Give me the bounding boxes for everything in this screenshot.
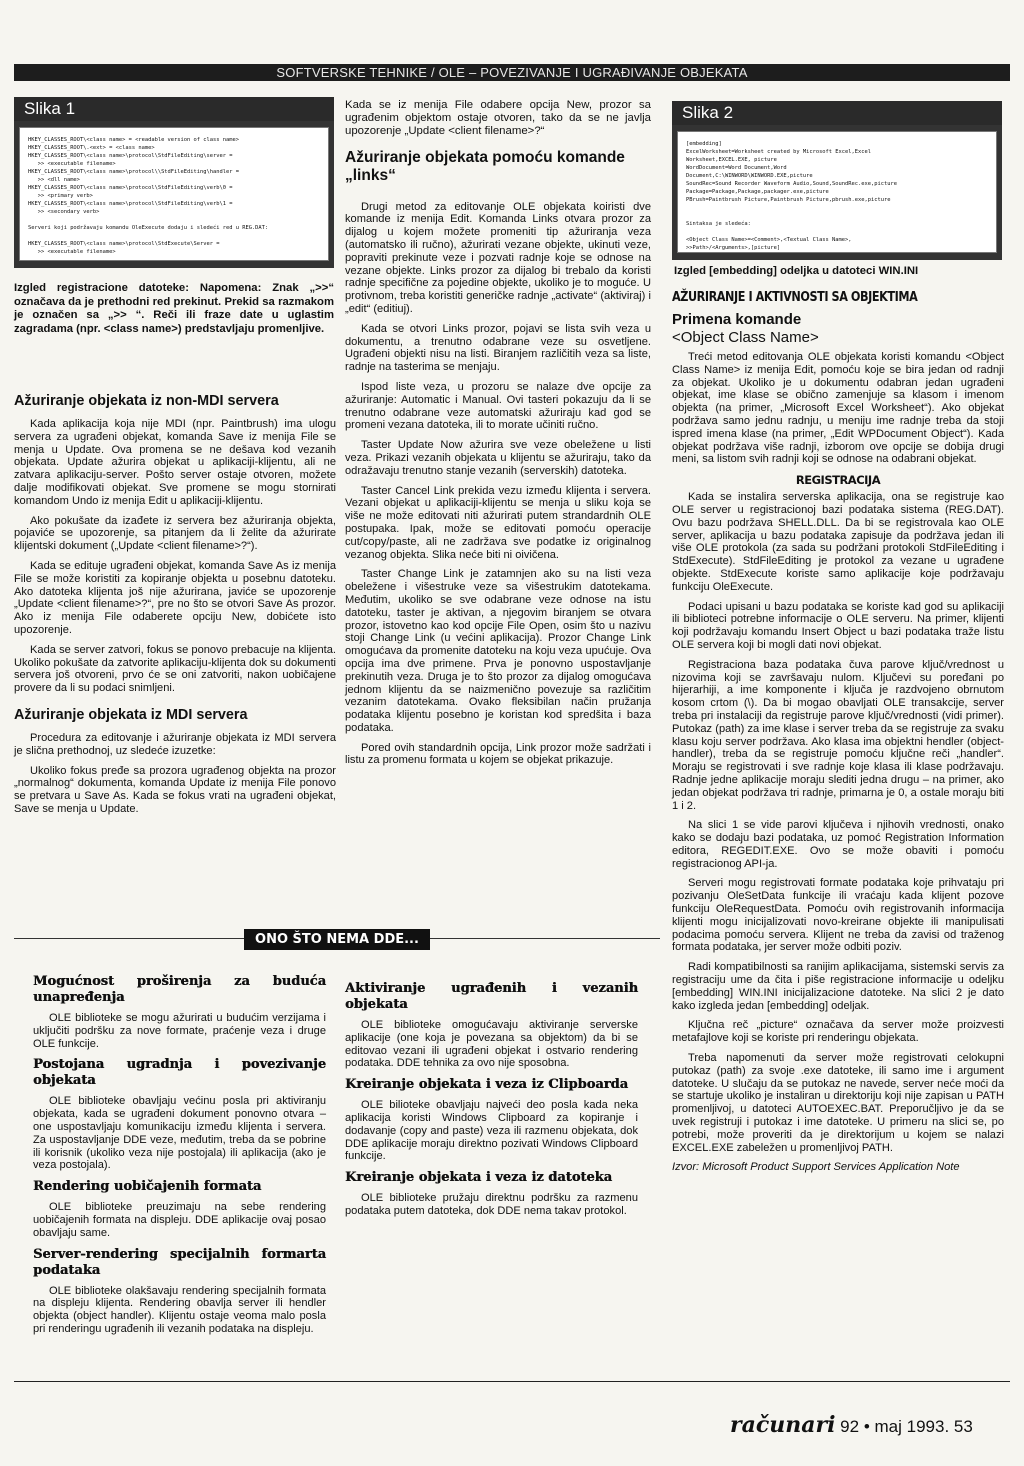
paragraph: Ukoliko fokus pređe sa prozora ugrađenog objekta na prozor „normalnog“ dokumenta, komanda Update iz menija File ponovo se pretvara u Save As. Kada se fokus vrati na ugrađeni objekat, Save se menja u Update. [14,764,336,815]
footer [730,1412,973,1438]
heading-links: Ažuriranje objekata pomoću komande „links“ [345,148,625,184]
column-3 [672,290,1004,1181]
paragraph: Taster Cancel Link prekida vezu između klijenta i servera. Vezani objekat u aplikaciji-klijentu se menja u sliku koja se više ne može editovati niti ažurirati putem strandardnih OLE postupaka. Ipak, može se editovati pomoću operacije cut/copy/paste, ali ne zadržava sve podatke iz originalnog vezanog objekta. Slika neće biti ni oivičena. [345,484,651,561]
subheading-primena: Primena komande [672,311,802,328]
paragraph: OLE biblioteke obavljaju većinu posla pri aktiviranju objekata, kada se ugrađeni dokument ponovno otvara – one uspostavljaju komunikaciju između klijenta i servera. Za uspostavljanje DDE veze, međutim, treba da se pobrine ili korisnik (ukoliko veza nije postojala) ili aplikacija (ako je veza postojala). [33,1095,326,1172]
box-heading: Kreiranje objekata i veza iz datoteka [345,1170,613,1186]
paragraph: Podaci upisani u bazu podataka se koriste kad god su aplikaciji ili biblioteci potrebne informacije o OLE serveru. Na primer, klijenti koji podržavaju komandu Insert Object u bazi podataka traže listu OLE servera koji bi mogli dati novi objekat. [672,600,1004,651]
paragraph: Na slici 1 se vide parovi ključeva i njihovih vrednosti, onako kako se dodaju bazi podataka, uz pomoć Registration Information editora, REGEDIT.EXE. Ovo se može obaviti i pomoću registracionog API-ja. [672,819,1004,870]
figure-2-title: Slika 2 [672,101,1002,125]
source-note: Izvor: Microsoft Product Support Services Application Note [672,1161,960,1174]
box-column-left [33,968,326,1343]
section-header-bar: SOFTVERSKE TEHNIKE / OLE – POVEZIVANJE I UGRAĐIVANJE OBJEKATA [14,64,1010,81]
figure-2 [672,101,1002,260]
heading-registracija: REGISTRACIJA [795,473,881,488]
paragraph: Kada se iz menija File odabere opcija New, prozor sa ugrađenim objektom ostaje otvoren, tako da se ne javlja upozorenje „Update <client filename>?“ [345,99,651,138]
figure-1-code: HKEY_CLASSES_ROOT\<class name> = <readable version of class name> HKEY_CLASSES_ROOT\.<ext> = <class name> HKEY_CLASSES_ROOT\<class name>\protocol\StdFileEditing\server = >> <executable filename> HKEY_CLASSES_ROOT\<class name>\protocol\\StdFileEditing\handler = >> <dll name> HKEY_CLASSES_ROOT\<class name>\protocol\StdFileEditing\verb\0 = >> <primary verb> HKEY_CLASSES_ROOT\<class name>\protocol\StdFileEditing\verb\1 = >> <secondary verb> Serveri koji podržavaju komandu OleExecute dodaju i sledeći red u REG.DAT: HKEY_CLASSES_ROOT\<class name>\protocol\StdExecute\Server = >> <executable filename> [19,127,329,261]
paragraph: Ispod liste veza, u prozoru se nalaze dve opcije za ažuriranje: Automatic i Manual. Ovi tasteri pokazuju da li se trenutno odabrane veze automatski ažuriraju kad god se promeni vezana datoteka, ili to morate učiniti ručno. [345,380,651,432]
paragraph: Kada se instalira serverska aplikacija, ona se registruje kao OLE server u registracionoj bazi podataka sistema (REG.DAT). Ovu bazu podržava SHELL.DLL. Da bi se registrovala kao OLE server, aplikacija u bazu podataka zapisuje da podržava jedan ili više OLE protokola (za sada su podržani protokoli StdFileEditing i StdExecute). StdFileEditing je protokol za vezane u ugrađene objekte. StdExecute koriste samo aplikacije koje podržavaju funkciju OleExecute. [672,491,1004,593]
box-heading: Kreiranje objekata i veza iz Clipboarda [345,1077,629,1093]
paragraph: Kada se otvori Links prozor, pojavi se lista svih veza u dokumentu, a trenutno odabrane veze su osvetljene. Ugrađeni objekti nisu na listi. Biranjem različitih veza sa liste, radnje na tasterima se menjaju. [345,322,651,374]
box-heading: Rendering uobičajenih formata [33,1179,262,1195]
paragraph: OLE biblioteke preuzimaju na sebe rendering uobičajenih formata na displeju. DDE aplikacije ovaj posao obavljaju same. [33,1201,326,1239]
paragraph: Radi kompatibilnosti sa ranijim aplikacijama, sistemski servis za registraciju ume da čita i piše registracione informacije u odeljku [embedding] WIN.INI inicijalizacione datoteke. Na slici 2 je dato kako izgleda jedan [embedding] odeljak. [672,961,1004,1012]
paragraph: Serveri mogu registrovati formate podataka koje prihvataju pri pozivanju OleSetData funkcije ili vraćaju kada klijent pozove funkciju OleRequestData. Pomoću ovih registrovanih informacija klijenti mogu inicijalizovati novo-kreirane objekte ili manipulisati podacima pomoću servera. Klijent ne treba da zavisi od traženog formata podataka, jer server može odbiti poziv. [672,877,1004,954]
paragraph: Drugi metod za editovanje OLE objekata koiristi dve komande iz menija Edit. Komanda Links otvara prozor za dijalog u kojem možete promeniti tip ažuriranja veza (automatsko ili ručno), ažurirati vezane objekte, ukinuti veze, popraviti prekinute veze i pozvati radnje koje se odnose na vezane objekte. Links prozor za dijalog bi trebalo da koristi radnje specifične za pojedine objekte, ukoliko je to moguće. U protivnom, treba koristiti generičke radnje „activate“ (aktiviraj) i „edit“ (editiuj). [345,200,651,315]
paragraph: OLE biblioteke olakšavaju rendering specijalnih formata na displeju klijenta. Rendering obavlja server ili hendler objekta (object handler). Klijentu ostaje veoma malo posla pri renderingu ugrađenih ili vezanih podataka na displeju. [33,1284,326,1335]
box-column-right [345,975,638,1225]
footer-bullet: • [863,1417,870,1436]
paragraph: OLE biblioteke omogućavaju aktiviranje serverske aplikacije (one koja je povezana sa objektom) da bi se editovao vezani ili ugrađeni objekat i ostvario rendering podataka. DDE tehnika za ovo nije sposobna. [345,1019,638,1070]
paragraph: Treći metod editovanja OLE objekata koristi komandu <Object Class Name> iz menija Edit, pomoću koje se bira jedan od radnji za objekat. Ukoliko je u dokumentu odabran jedan ugrađeni objekat, ime klase se obično zamenjuje sa klasom i imenom objekta (na primer, „Microsoft Excel Worksheet“). Ako objekat podržava samo jednu radnju, u meniju ime radnje treba da stoji ispred imena klase (na primer, „Edit WPDocument Object“). Kada objekat podržava više radnji, izborom ove opcije se dobija drugi meni, sa listom svih radnji koji se odnose na odabrani objekat. [672,351,1004,466]
paragraph: Procedura za editovanje i ažuriranje objekata iz MDI servera je slična prethodnoj, uz sledeće izuzetke: [14,731,336,757]
issue-number: 92 [840,1417,860,1436]
paragraph: OLE biblioteke se mogu ažurirati u budućim verzijama i uključiti podršku za nove formate, praćenje veza i druge OLE funkcije. [33,1012,326,1050]
section-title-caps: AŽURIRANJE I AKTIVNOSTI SA OBJEKTIMA [672,290,918,305]
paragraph: Pored ovih standardnih opcija, Link prozor može sadržati i listu za promenu formata u kojem se objekat prikazuje. [345,741,651,767]
figure-1-title: Slika 1 [14,97,334,121]
footer-rule [14,1381,1010,1382]
paragraph: Taster Change Link je zatamnjen ako su na listi veza obeležene i višestruke veze sa višestrukim datotekama. Međutim, ukoliko se sve odabrane veze odnose na istu datoteku, taster je aktivan, a njegovim biranjem se otvara prozor, istovetno kao kod opcije File Open, osim što u nazivu stoji Change Link (u većini aplikacija). Prozor Change Link omogućava da promenite datoteku na koju veza upućuje. Ova opcija ima dve primene. Prva je ponovno uspostavljanje prekinutih veza. Druga je to što prozor za dijalog omogućava jednom klijentu da se naizmenično povezuje sa različitim vezanim datotekama. Ovako fleksibilan način pružanja podataka klijentu posebno je koristan kod spredšita i baza podataka. [345,568,651,734]
paragraph: Kada aplikacija koja nije MDI (npr. Paintbrush) ima ulogu servera za ugrađeni objekat, komanda Save iz menija File se menja u Update. Ova promena se ne dešava kod vezanih objekata. Update ažurira objekat u aplikaciji-klijentu, ali ne zatvara aplikaciju-server. Pošto server ostaje otvoren, možete dalje modifikovati objekat. Sve promene se mogu stornirati komandom Undo iz menija Edit u aplikaciji-klijentu. [14,418,336,507]
box-heading: Aktiviranje ugrađenih i vezanih objekata [345,981,638,1012]
paragraph: Kada se edituje ugrađeni objekat, komanda Save As iz menija File se može koristiti za kopiranje objekta u posebnu datoteku. Ako datoteka klijenta još nije ažurirana, javiće se upozorenje „Update <client filename>?“, pre no što se otvori Save As prozor. Ako iz menija File odaberete opciju New, dobićete isto upozorenje. [14,559,336,636]
paragraph: Kada se server zatvori, fokus se ponovo prebacuje na klijenta. Ukoliko pokušate da zatvorite aplikaciju-klijenta dok su dokumenti servera još otvoreni, prvo će se oni zatvoriti, nakon uobičajene provere da li su podaci snimljeni. [14,643,336,695]
column-2 [345,99,651,774]
box-heading: Server-rendering specijalnih formarta podataka [33,1246,326,1278]
box-heading: Mogućnost proširenja za buduća unapređenja [33,974,326,1005]
magazine-brand: računari [730,1412,836,1438]
figure-1-caption: Izgled registracione datoteke: Napomena: Znak „>>“ označava da je prethodni red prekinut. Prekid sa razmakom je označen sa „>> “. Reči ili fraze date u uglastim zagradama (npr. <class name>) predstavljaju promenljive. [14,282,334,335]
figure-1 [14,97,334,268]
paragraph: OLE biblioteke pružaju direktnu podršku za razmenu podataka putem datoteka, dok DDE nema takav protokol. [345,1192,638,1217]
paragraph: Registraciona baza podataka čuva parove ključ/vrednost u nizovima koji se završavaju nulom. Ključevi su poređani po hijerarhiji, a ime komponente i ključa je razdvojeno obrnutom kosom crtom (\). Da bi mogao obavljati OLE transakcije, server treba pri instalaciji da registruje parove ključ/vrednosti (vidi primer). Putokaz (path) za ime klase i server treba da se registruje za svaku klasu koju server podržava. Ako klasa ima objektni hendler (object-handler), treba da se registruje pomoću ključne reči „handler“. Moraju se registrovati i sve radnje koje klasa ili klase podržavaju. Radnje jedne aplikacije moraju slediti jedna drugu – na primer, ako jedan objekat podržava tri radnje, primarna je 0, a ostale moraju biti 1 i 2. [672,658,1004,812]
paragraph: Treba napomenuti da server može registrovati celokupni putokaz (path) za svoje .exe datoteke, ili samo ime i argument datoteke. U slučaju da se putokaz ne navede, server neće moći da se startuje ukoliko je instaliran u direktoriju koji nije zapisan u PATH promenljivoj, u datoteci AUTOEXEC.BAT. Preporučljivo je da se uvek registruji i putokaz i ime datoteke. U primeru na slici se, po potrebi, može proveriti da je direktorijum u kojem se nalazi EXCEL.EXE zabeležen u promenljivoj PATH. [672,1052,1004,1154]
figure-2-caption: Izgled [embedding] odeljka u datoteci WIN.INI [674,265,919,277]
issue-date: maj 1993. [874,1417,950,1436]
box-heading: Postojana ugradnja i povezivanje objekata [33,1057,326,1089]
box-banner: ONO ŠTO NEMA DDE... [244,929,430,950]
heading-non-mdi: Ažuriranje objekata iz non-MDI servera [14,393,279,409]
paragraph: OLE bilioteke obavljaju najveći deo posla kada neka aplikacija koristi Windows Clipboard za kopiranje i dodavanje (copy and paste) veza ili razmenu objekata, dok DDE aplikacije moraju direktno pozivati Windows Clipboard funkcije. [345,1099,638,1163]
figure-2-code: [embedding] ExcelWorksheet=Worksheet created by Microsoft Excel,Excel Worksheet,EXCEL.EXE, picture WordDocument=Word Document,Word Document,C:\WINWORD\WINWORD.EXE,picture SoundRec=Sound Recorder Waveform Audio,Sound,SoundRec.exe,picture Package=Package,Package,packager.exe,picture PBrush=Paintbrush Picture,Paintbrush Picture,pbrush.exe,picture Sintaksa je sledeća: <Object Class Name>=<Comment>,<Textual Class Name>, >>Path>/<Arguments>,[picture] [677,131,997,253]
paragraph: Ako pokušate da izađete iz servera bez ažuriranja objekta, pojaviće se upozorenje, sa pitanjem da li želite da ažurirate klijentski dokument („Update <client filename>?“). [14,514,336,553]
column-1 [14,383,336,823]
page-number: 53 [953,1417,973,1436]
paragraph: Ključna reč „picture“ označava da server može proizvesti metafajlove koji se koriste pri renderingu objekata. [672,1019,1004,1045]
heading-mdi: Ažuriranje objekata iz MDI servera [14,706,248,723]
subheading-object-class: <Object Class Name> [672,329,819,346]
paragraph: Taster Update Now ažurira sve veze obeležene u listi veza. Prikazi vezanih objekata u klijentu se ažuriraju, tako da odražavaju trenutno stanje vezanih (serverskih) datoteka. [345,439,651,477]
